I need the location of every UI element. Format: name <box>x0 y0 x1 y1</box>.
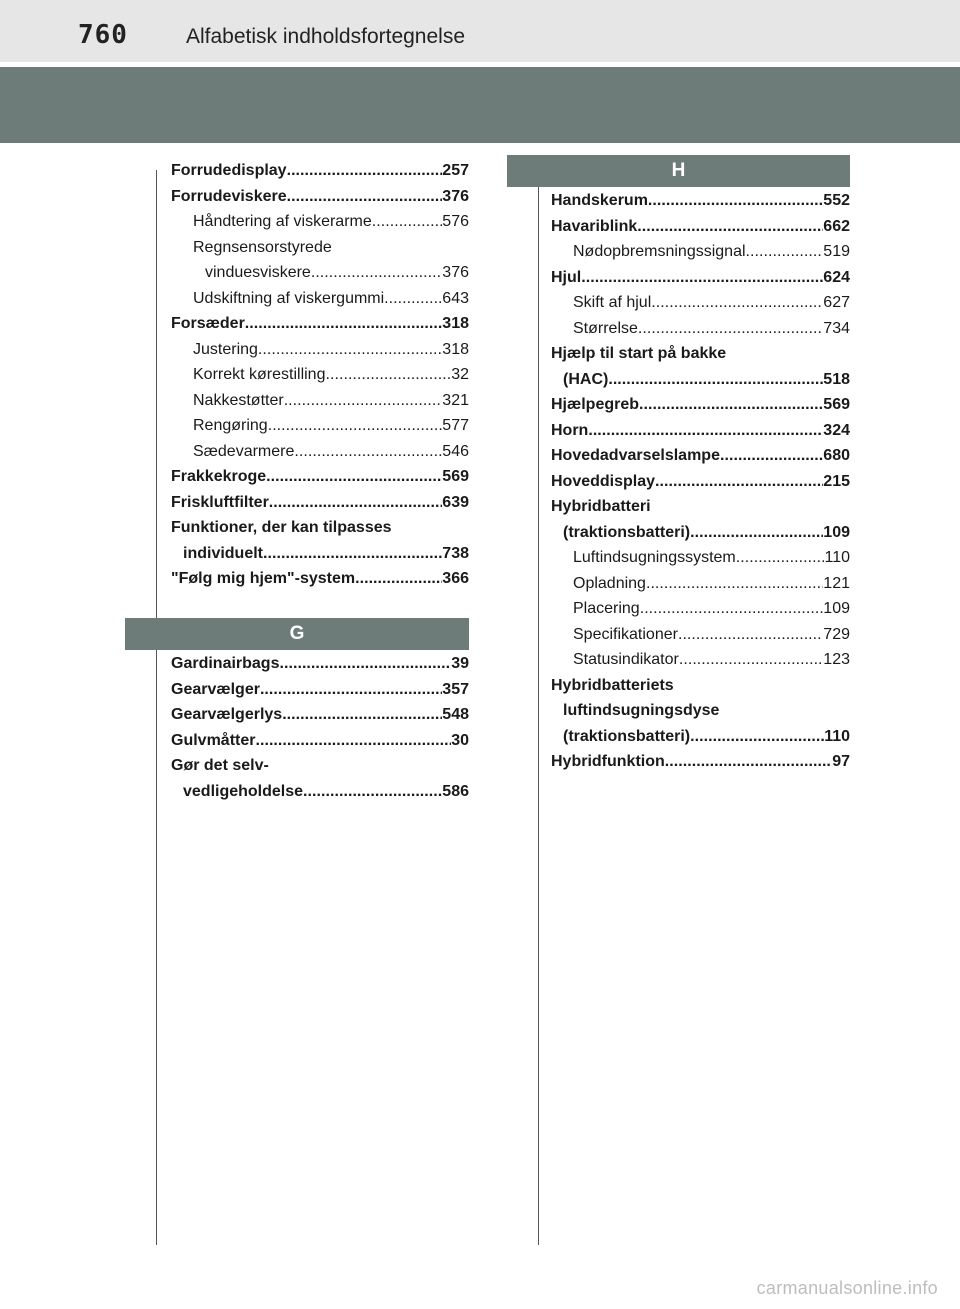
entry-page: 110 <box>824 727 850 745</box>
index-entry <box>171 260 469 286</box>
leader-dots <box>746 239 824 265</box>
entry-text: Gearvælger <box>171 680 260 698</box>
index-entry <box>551 698 850 724</box>
letter-bar-h: H <box>507 155 850 187</box>
entry-text: Placering <box>573 600 640 617</box>
right-column-rule <box>538 187 539 1245</box>
entry-page: 109 <box>823 523 850 541</box>
leader-dots <box>266 464 442 490</box>
page-title: Alfabetisk indholdsfortegnelse <box>186 25 466 48</box>
entry-page: 546 <box>442 442 469 460</box>
entry-page: 662 <box>823 217 850 235</box>
index-entry <box>171 286 469 312</box>
entry-page: 376 <box>442 264 469 281</box>
leader-dots <box>640 596 824 622</box>
index-column-g <box>171 651 469 804</box>
index-entry <box>551 443 850 469</box>
entry-text: Handskerum <box>551 192 648 209</box>
index-entry <box>171 753 469 779</box>
header-band <box>0 67 960 143</box>
leader-dots <box>311 260 442 286</box>
index-entry <box>171 311 469 337</box>
leader-dots <box>260 677 442 703</box>
entry-text: Hybridbatteriets <box>551 676 674 694</box>
index-entry <box>171 184 469 210</box>
entry-text: luftindsugningsdyse <box>563 702 720 719</box>
entry-text: Funktioner, der kan tilpasses <box>171 519 392 536</box>
watermark: carmanualsonline.info <box>756 1278 938 1298</box>
entry-text: Hybridbatteri <box>551 498 651 515</box>
index-entry <box>551 571 850 597</box>
index-column-h <box>551 188 850 775</box>
page-number: 760 <box>78 20 128 50</box>
entry-text: (traktionsbatteri) <box>563 727 691 745</box>
entry-page: 569 <box>823 396 850 413</box>
index-entry <box>171 779 469 805</box>
entry-page: 110 <box>824 549 850 566</box>
entry-text: Havariblink <box>551 217 638 235</box>
index-entry <box>171 209 469 235</box>
entry-text: Horn <box>551 421 589 439</box>
left-column-rule <box>156 170 157 1245</box>
index-entry <box>551 545 850 571</box>
entry-text: Hybridfunktion <box>551 753 665 770</box>
entry-text: Udskiftning af viskergummi <box>193 289 385 307</box>
index-entry <box>551 647 850 673</box>
entry-page: 321 <box>442 391 469 409</box>
index-entry <box>551 316 850 342</box>
index-entry <box>551 749 850 775</box>
entry-page: 123 <box>823 651 850 668</box>
entry-page: 577 <box>442 417 469 434</box>
index-entry <box>171 362 469 388</box>
leader-dots <box>679 647 823 673</box>
entry-page: 366 <box>442 570 469 587</box>
entry-text: Nødopbremsningssignal <box>573 243 746 260</box>
entry-page: 215 <box>823 472 850 490</box>
leader-dots <box>372 209 443 235</box>
leader-dots <box>282 702 442 728</box>
leader-dots <box>639 392 823 418</box>
leader-dots <box>263 541 442 567</box>
entry-page: 257 <box>442 162 469 179</box>
leader-dots <box>284 388 443 414</box>
leader-dots <box>581 265 823 291</box>
entry-page: 680 <box>823 447 850 464</box>
index-entry <box>171 158 469 184</box>
entry-page: 627 <box>823 294 850 311</box>
index-entry <box>171 464 469 490</box>
index-entry <box>551 239 850 265</box>
entry-text: Opladning <box>573 574 646 592</box>
entry-text: Gearvælgerlys <box>171 706 283 723</box>
entry-text: Hjælp til start på bakke <box>551 345 727 362</box>
leader-dots <box>690 724 824 750</box>
leader-dots <box>287 158 443 184</box>
leader-dots <box>384 286 442 312</box>
entry-text: individuelt <box>183 544 263 562</box>
index-entry <box>171 651 469 677</box>
entry-page: 318 <box>442 315 469 332</box>
entry-page: 643 <box>442 289 469 307</box>
leader-dots <box>648 188 823 214</box>
index-entry <box>551 367 850 393</box>
entry-text: Forrudeviskere <box>171 187 287 205</box>
leader-dots <box>651 290 823 316</box>
entry-page: 519 <box>823 243 850 260</box>
entry-text: Forsæder <box>171 315 245 332</box>
index-entry <box>171 337 469 363</box>
index-entry <box>551 188 850 214</box>
entry-page: 318 <box>442 340 469 358</box>
leader-dots <box>678 622 823 648</box>
entry-text: Justering <box>193 340 258 358</box>
header-bar <box>0 0 960 62</box>
entry-text: vinduesviskere <box>205 264 311 281</box>
index-entry <box>171 677 469 703</box>
entry-page: 586 <box>442 782 469 800</box>
entry-page: 639 <box>442 493 469 511</box>
entry-text: Forrudedisplay <box>171 162 287 179</box>
entry-page: 576 <box>442 213 469 230</box>
index-entry <box>171 515 469 541</box>
index-entry <box>551 214 850 240</box>
index-entry <box>171 566 469 592</box>
index-entry <box>551 673 850 699</box>
index-entry <box>171 702 469 728</box>
entry-page: 39 <box>451 655 469 672</box>
index-entry <box>171 235 469 261</box>
entry-text: Hovedadvarselslampe <box>551 447 720 464</box>
entry-text: Gør det selv- <box>171 757 269 774</box>
entry-text: Regnsensorstyrede <box>193 238 332 256</box>
entry-text: Luftindsugningssystem <box>573 549 736 566</box>
index-entry <box>171 413 469 439</box>
entry-page: 32 <box>451 366 469 383</box>
entry-text: Gulvmåtter <box>171 731 256 749</box>
entry-page: 569 <box>442 468 469 485</box>
leader-dots <box>255 728 451 754</box>
index-entry <box>551 392 850 418</box>
entry-text: Specifikationer <box>573 625 678 643</box>
entry-text: Håndtering af viskerarme <box>193 213 372 230</box>
leader-dots <box>646 571 823 597</box>
entry-text: Skift af hjul <box>573 294 652 311</box>
index-entry <box>551 724 850 750</box>
entry-page: 30 <box>451 731 469 749</box>
entry-text: Friskluftfilter <box>171 493 269 511</box>
entry-text: Hjul <box>551 268 582 286</box>
entry-page: 624 <box>823 268 850 286</box>
entry-page: 121 <box>823 574 850 592</box>
leader-dots <box>690 520 823 546</box>
entry-text: Sædevarmere <box>193 442 295 460</box>
entry-page: 109 <box>823 600 850 617</box>
entry-page: 518 <box>823 370 850 388</box>
leader-dots <box>736 545 825 571</box>
index-entry <box>551 341 850 367</box>
entry-text: Frakkekroge <box>171 468 267 485</box>
leader-dots <box>325 362 451 388</box>
entry-text: (HAC) <box>563 370 609 388</box>
leader-dots <box>608 367 823 393</box>
index-entry <box>551 494 850 520</box>
index-entry <box>171 439 469 465</box>
entry-text: vedligeholdelse <box>183 782 304 800</box>
leader-dots <box>720 443 823 469</box>
leader-dots <box>355 566 442 592</box>
leader-dots <box>638 316 823 342</box>
leader-dots <box>279 651 451 677</box>
index-entry <box>551 596 850 622</box>
entry-text: Nakkestøtter <box>193 391 284 409</box>
entry-page: 97 <box>832 753 850 770</box>
leader-dots <box>269 490 443 516</box>
entry-page: 738 <box>442 544 469 562</box>
entry-text: Størrelse <box>573 319 638 337</box>
leader-dots <box>588 418 823 444</box>
entry-text: Hjælpegreb <box>551 396 640 413</box>
leader-dots <box>245 311 443 337</box>
index-entry <box>551 622 850 648</box>
index-entry <box>551 265 850 291</box>
index-column-f <box>171 158 469 592</box>
leader-dots <box>303 779 442 805</box>
entry-page: 357 <box>442 680 469 698</box>
index-entry <box>171 541 469 567</box>
entry-text: "Følg mig hjem"-system <box>171 570 356 587</box>
entry-page: 552 <box>823 192 850 209</box>
leader-dots <box>637 214 823 240</box>
entry-page: 376 <box>442 187 469 205</box>
entry-text: Rengøring <box>193 417 268 434</box>
entry-page: 324 <box>823 421 850 439</box>
leader-dots <box>268 413 443 439</box>
index-entry <box>171 728 469 754</box>
index-entry <box>551 418 850 444</box>
entry-text: Statusindikator <box>573 651 679 668</box>
leader-dots <box>258 337 442 363</box>
leader-dots <box>665 749 832 775</box>
entry-text: Hoveddisplay <box>551 472 656 490</box>
leader-dots <box>655 469 823 495</box>
index-entry <box>171 490 469 516</box>
letter-bar-g: G <box>125 618 469 650</box>
entry-page: 548 <box>442 706 469 723</box>
entry-text: Korrekt kørestilling <box>193 366 326 383</box>
entry-page: 734 <box>823 319 850 337</box>
leader-dots <box>294 439 442 465</box>
entry-text: (traktionsbatteri) <box>563 523 691 541</box>
entry-text: Gardinairbags <box>171 655 280 672</box>
entry-page: 729 <box>823 625 850 643</box>
leader-dots <box>287 184 443 210</box>
index-entry <box>551 520 850 546</box>
index-entry <box>551 290 850 316</box>
index-entry <box>551 469 850 495</box>
index-entry <box>171 388 469 414</box>
